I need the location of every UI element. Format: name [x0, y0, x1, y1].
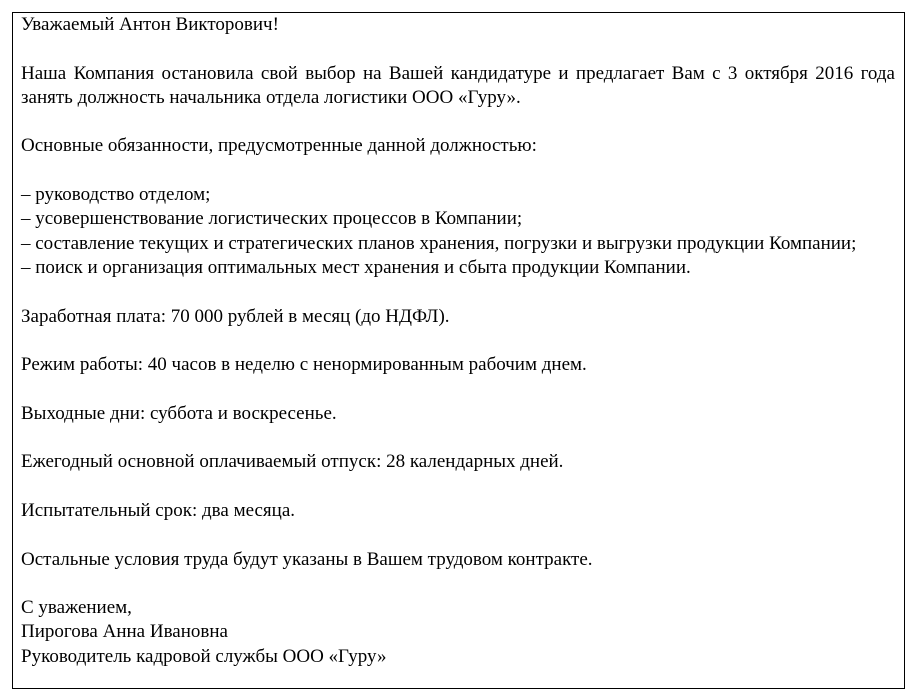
- signer-title: Руководитель кадровой службы ООО «Гуру»: [21, 645, 387, 667]
- work-schedule-line: Режим работы: 40 часов в неделю с ненормированным рабочим днем.: [21, 354, 587, 376]
- duties-list: [21, 183, 895, 280]
- signature-block: [21, 596, 895, 669]
- duty-item: – составление текущих и стратегических планов хранения, погрузки и выгрузки продукции Компании;: [21, 232, 857, 254]
- duty-item: – поиск и организация оптимальных мест хранения и сбыта продукции Компании.: [21, 256, 691, 278]
- letter-body: [21, 13, 895, 669]
- greeting: Уважаемый Антон Викторович!: [21, 14, 279, 35]
- salary-line: Заработная плата: 70 000 рублей в месяц (до НДФЛ).: [21, 305, 450, 327]
- duty-item: – руководство отделом;: [21, 184, 211, 206]
- days-off-line: Выходные дни: суббота и воскресенье.: [21, 402, 337, 424]
- other-terms-line: Остальные условия труда будут указаны в Вашем трудовом контракте.: [21, 548, 593, 570]
- signer-name: Пирогова Анна Ивановна: [21, 621, 228, 643]
- probation-line: Испытательный срок: два месяца.: [21, 499, 296, 521]
- duty-item: – усовершенствование логистических процессов в Компании;: [21, 208, 523, 230]
- intro-paragraph: Наша Компания остановила свой выбор на Вашей кандидатуре и предлагает Вам с 3 октября 2016 года занять должность начальника отдела логистики ООО «Гуру».: [21, 62, 895, 108]
- duties-heading: Основные обязанности, предусмотренные данной должностью:: [21, 135, 537, 157]
- closing-line: С уважением,: [21, 597, 132, 619]
- vacation-line: Ежегодный основной оплачиваемый отпуск: 28 календарных дней.: [21, 451, 564, 473]
